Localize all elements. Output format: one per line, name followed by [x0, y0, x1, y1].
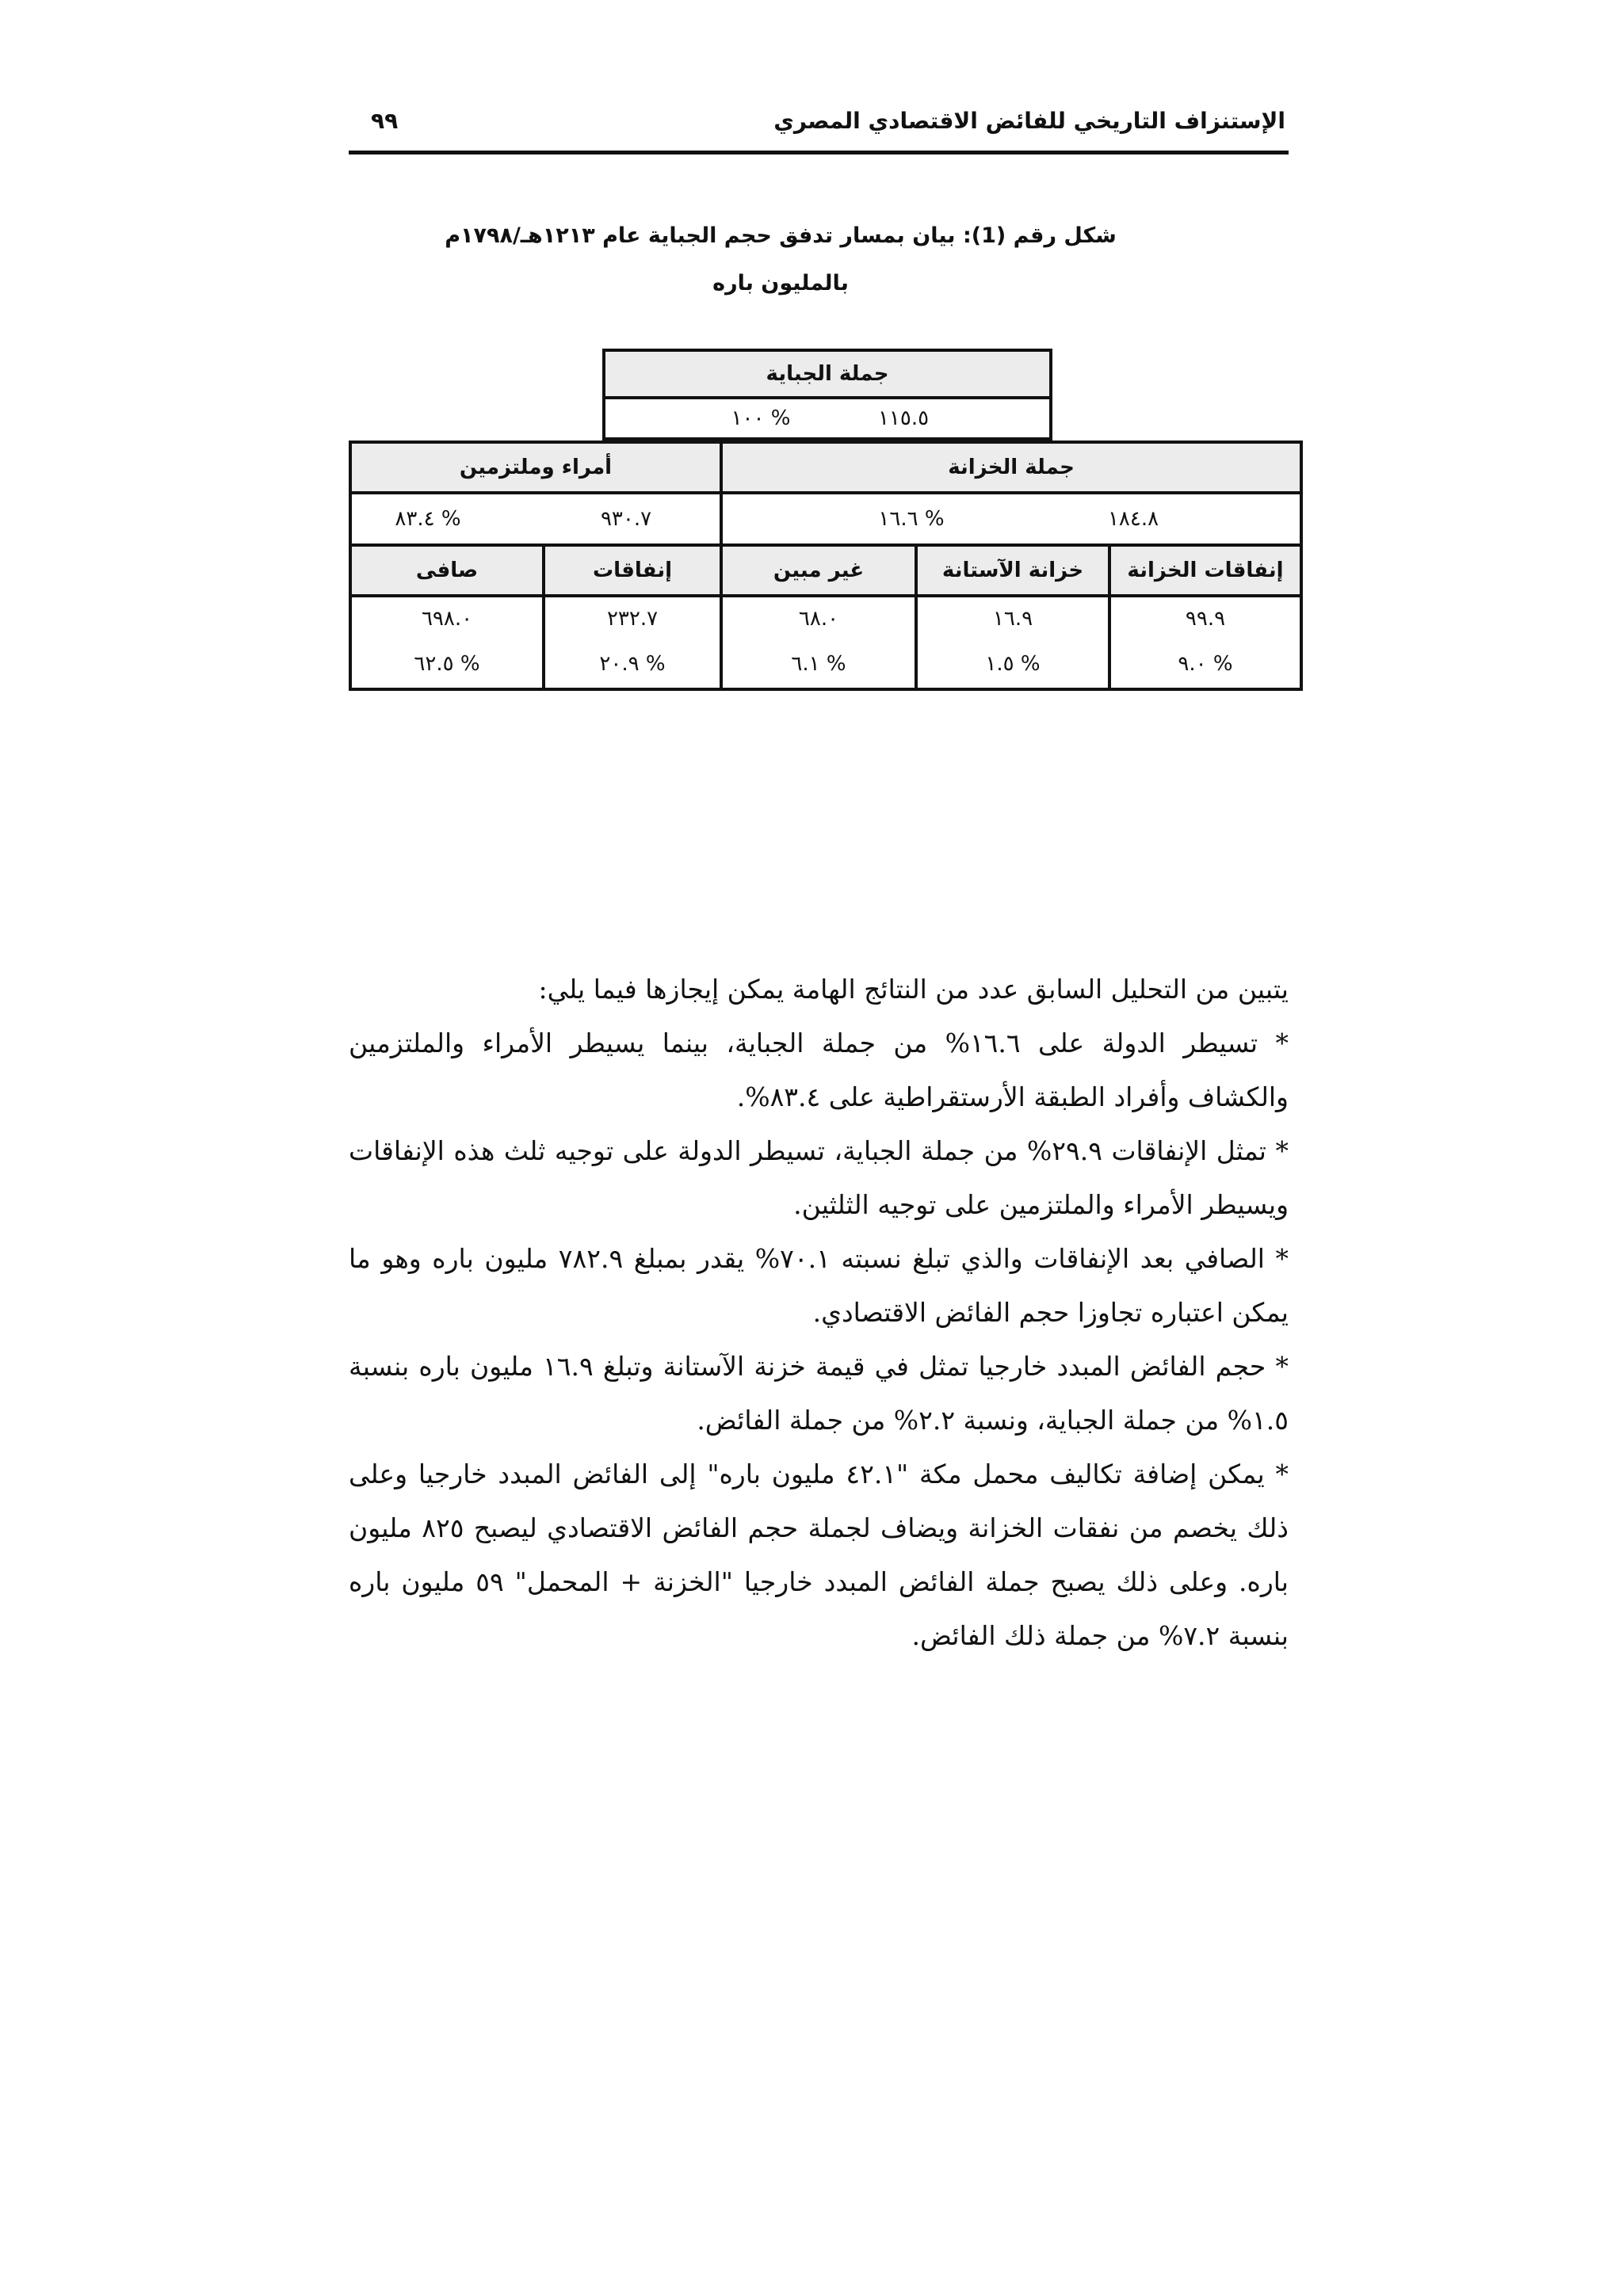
- paragraph: * تمثل الإنفاقات ٢٩.٩% من جملة الجباية، تسيطر الدولة على توجيه ثلث هذه الإنفاقات ويسيطر الأمراء والملتزمين على توجيه الثلثين.: [349, 1135, 1289, 1220]
- col-unspecified-value: ٦٨.٠: [798, 607, 839, 631]
- col-expenses-percent: % ٢٠.٩: [599, 652, 666, 676]
- paragraph: * يمكن إضافة تكاليف محمل مكة "٤٢.١ مليون باره" إلى الفائض المبدد خارجيا وعلى ذلك يخصم من نفقات الخزانة ويضاف لجملة حجم الفائض الاقتصادي ليصبح ٨٢٥ مليون باره. وعلى ذلك يصبح جملة الفائض المبدد خارجيا "الخزنة + المحمل" ٥٩ مليون باره بنسبة ٧.٢% من جملة ذلك الفائض.: [349, 1459, 1289, 1651]
- body-text: [349, 963, 1289, 1663]
- treasury-total-label: جملة الخزانة: [723, 444, 1300, 491]
- col-astana-treasury-label: خزانة الآستانة: [918, 547, 1108, 594]
- treasury-total-value: ١٨٤.٨: [1107, 507, 1159, 531]
- paragraph: يتبين من التحليل السابق عدد من النتائج الهامة يمكن إيجازها فيما يلي:: [538, 974, 1289, 1005]
- col-unspecified-percent: % ٦.١: [791, 652, 846, 676]
- emirs-total-label: أمراء وملتزمين: [352, 444, 720, 491]
- caption-line-2: بالمليون باره: [712, 271, 849, 296]
- treasury-total-percent: % ١٦.٦: [878, 507, 945, 531]
- caption-line-1: شكل رقم (1): بيان بمسار تدفق حجم الجباية عام ١٢١٣هـ/١٧٩٨م: [445, 223, 1117, 248]
- col-treasury-expenses-percent: % ٩.٠: [1178, 652, 1233, 676]
- col-unspecified-label: غير مبين: [723, 547, 915, 594]
- emirs-total-value: ٩٣٠.٧: [600, 507, 652, 531]
- divider: [720, 547, 723, 688]
- total-collection-label: جملة الجباية: [605, 352, 1049, 396]
- emirs-total-percent: % ٨٣.٤: [395, 507, 461, 531]
- running-title: الإستنزاف التاريخي للفائض الاقتصادي المصري: [773, 108, 1285, 134]
- col-net-value: ٦٩٨.٠: [421, 607, 473, 631]
- divider: [720, 444, 723, 543]
- col-treasury-expenses-label: إنفاقات الخزانة: [1111, 547, 1300, 594]
- divider: [1108, 547, 1111, 688]
- total-collection-percent: % ١٠٠: [731, 406, 791, 430]
- col-net-label: صافى: [352, 547, 542, 594]
- figure-caption: [444, 212, 1117, 307]
- paragraph: * الصافي بعد الإنفاقات والذي تبلغ نسبته ٧٠.١% يقدر بمبلغ ٧٨٢.٩ مليون باره وهو ما يمكن اعتباره تجاوزا حجم الفائض الاقتصادي.: [349, 1243, 1289, 1328]
- divider: [542, 547, 545, 688]
- page-header: [349, 100, 1289, 154]
- col-astana-treasury-value: ١٦.٩: [992, 607, 1033, 631]
- col-astana-treasury-percent: % ١.٥: [985, 652, 1041, 676]
- total-collection-value: ١١٥.٥: [877, 406, 930, 430]
- col-expenses-value: ٢٣٢.٧: [606, 607, 659, 631]
- col-net-percent: % ٦٢.٥: [414, 652, 480, 676]
- paragraph: * حجم الفائض المبدد خارجيا تمثل في قيمة خزنة الآستانة وتبلغ ١٦.٩ مليون باره بنسبة ١.٥% من جملة الجباية، ونسبة ٢.٢% من جملة الفائض.: [349, 1351, 1289, 1436]
- divider: [915, 547, 918, 688]
- paragraph: * تسيطر الدولة على ١٦.٦% من جملة الجباية، بينما يسيطر الأمراء والملتزمين والكشاف وأفراد الطبقة الأرستقراطية على ٨٣.٤%.: [349, 1028, 1289, 1112]
- col-expenses-label: إنفاقات: [545, 547, 720, 594]
- col-treasury-expenses-value: ٩٩.٩: [1185, 607, 1226, 631]
- page-number: ٩٩: [371, 108, 399, 134]
